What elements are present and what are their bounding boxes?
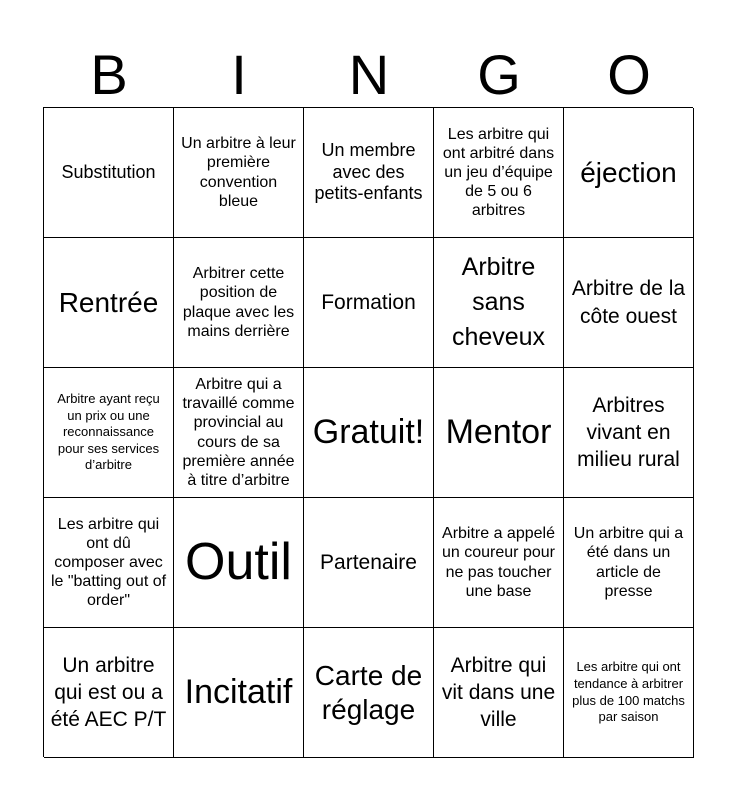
bingo-cell[interactable]: Arbitres vivant en milieu rural — [564, 368, 694, 498]
bingo-cell[interactable]: Arbitre ayant reçu un prix ou une reconnaissance pour ses services d’arbitre — [44, 368, 174, 498]
bingo-cell[interactable]: Les arbitre qui ont dû composer avec le "batting out of order" — [44, 498, 174, 628]
header-letter-i: I — [231, 43, 247, 106]
bingo-card-grid — [43, 107, 693, 757]
bingo-cell[interactable]: éjection — [564, 108, 694, 238]
bingo-cell[interactable]: Substitution — [44, 108, 174, 238]
bingo-cell[interactable]: Arbitre de la côte ouest — [564, 238, 694, 368]
bingo-cell[interactable]: Gratuit! — [304, 368, 434, 498]
bingo-cell[interactable]: Arbitre a appelé un coureur pour ne pas toucher une base — [434, 498, 564, 628]
bingo-cell[interactable]: Carte de réglage — [304, 628, 434, 758]
bingo-cell[interactable]: Rentrée — [44, 238, 174, 368]
bingo-cell[interactable]: Arbitre qui vit dans une ville — [434, 628, 564, 758]
bingo-cell[interactable]: Un membre avec des petits-enfants — [304, 108, 434, 238]
bingo-cell[interactable]: Partenaire — [304, 498, 434, 628]
header-letter-n: N — [348, 43, 390, 106]
bingo-cell[interactable]: Arbitrer cette position de plaque avec les mains derrière — [174, 238, 304, 368]
bingo-cell[interactable]: Arbitre qui a travaillé comme provincial au cours de sa première année à titre d’arbitre — [174, 368, 304, 498]
bingo-cell[interactable]: Les arbitre qui ont arbitré dans un jeu d’équipe de 5 ou 6 arbitres — [434, 108, 564, 238]
bingo-cell[interactable]: Arbitre sans cheveux — [434, 238, 564, 368]
header-letter-o: O — [607, 43, 651, 106]
header-letter-b: B — [90, 43, 128, 106]
header-letter-g: G — [477, 43, 521, 106]
bingo-cell[interactable]: Outil — [174, 498, 304, 628]
bingo-cell[interactable]: Mentor — [434, 368, 564, 498]
bingo-cell[interactable]: Formation — [304, 238, 434, 368]
bingo-cell[interactable]: Les arbitre qui ont tendance à arbitrer plus de 100 matchs par saison — [564, 628, 694, 758]
bingo-header — [44, 44, 694, 106]
bingo-cell[interactable]: Incitatif — [174, 628, 304, 758]
bingo-cell[interactable]: Un arbitre à leur première convention bleue — [174, 108, 304, 238]
bingo-cell[interactable]: Un arbitre qui a été dans un article de presse — [564, 498, 694, 628]
bingo-cell[interactable]: Un arbitre qui est ou a été AEC P/T — [44, 628, 174, 758]
